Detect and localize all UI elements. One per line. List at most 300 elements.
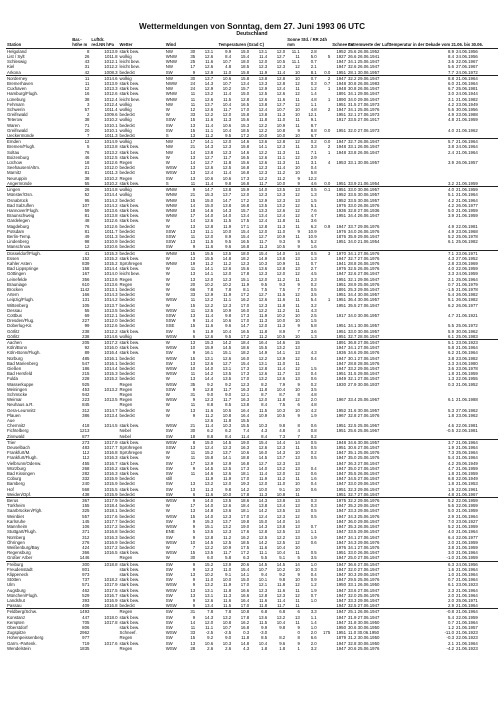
extreme-max-cell: 30.1 27.06.1947 — [348, 355, 380, 361]
night-5cm-cell: 9.3 — [279, 281, 286, 287]
rain-cell: 2.1 — [310, 64, 317, 70]
weather-cell: bedeckt — [119, 524, 135, 530]
sun-cell: 13 — [295, 534, 300, 540]
wind-dir-cell: WNW — [165, 96, 178, 102]
air-temp-cell: 15.2 — [204, 450, 214, 456]
extreme-year-cell: 1951 — [336, 550, 346, 556]
night-5cm-cell: 12.8 — [276, 81, 286, 87]
dewpoint-cell: 10.9 — [222, 307, 232, 313]
height-cell: 806 — [82, 624, 90, 630]
header-snow: Schnee cm — [332, 41, 355, 47]
wind-dir-cell: SW — [165, 428, 173, 434]
rain-cell: 4.8 — [310, 402, 317, 408]
air-temp-cell: 12.0 — [204, 233, 214, 239]
extreme-min-date-cell: 25.06.1982 — [456, 239, 478, 245]
max-prev-cell: 17.8 — [240, 614, 250, 620]
extreme-year-cell: 1951 — [336, 101, 346, 107]
height-cell: 43 — [84, 59, 90, 65]
night-5cm-cell: 10.0 — [276, 180, 286, 186]
height-cell: 453 — [82, 386, 90, 392]
dewpoint-cell: 13.1 — [222, 366, 232, 371]
max-prev-cell: 17.0 — [240, 376, 250, 382]
extreme-max-cell: 35.1 25.06.1976 — [348, 450, 380, 456]
dewpoint-cell: 9.0 — [225, 392, 232, 398]
wind-speed-cell: 13 — [190, 175, 196, 181]
extreme-min-cell: 4.8 — [448, 117, 455, 123]
pressure-cell: 1013.8 — [104, 213, 118, 219]
max-prev-cell: 18.8 — [240, 455, 250, 461]
rain-cell: 0.4 — [310, 465, 317, 471]
extreme-max-cell: 34.1 25.06.1947 — [348, 59, 380, 65]
min-2m-cell: 8.4 — [261, 402, 268, 408]
dewpoint-cell: 11.7 — [223, 107, 232, 113]
extreme-year-cell: 1951 — [336, 630, 346, 636]
wind-dir-cell: still — [165, 476, 172, 482]
min-2m-cell: 11.2 — [259, 333, 268, 339]
dewpoint-cell: 5.8 — [225, 555, 232, 561]
sun-cell: 11 — [295, 276, 300, 282]
height-cell: 228 — [82, 376, 90, 382]
wind-dir-cell: W — [165, 376, 170, 382]
rain-cell: 1.9 — [310, 412, 317, 418]
max-prev-cell: 8.1 — [243, 286, 250, 292]
snow-cell: 2 — [327, 107, 331, 113]
night-5cm-cell: 11.2 — [277, 170, 286, 176]
wind-dir-cell: WSW — [165, 355, 177, 361]
height-cell: 89 — [84, 350, 90, 356]
height-cell: 38 — [84, 117, 90, 123]
extreme-min-cell: 7.7 — [448, 69, 455, 75]
night-5cm-cell: 12.3 — [276, 445, 286, 451]
extreme-max-cell: 29.5 25.06.1976 — [348, 577, 380, 583]
pressure-cell: 1010.2 — [104, 175, 118, 181]
sun-cell: 9 — [297, 127, 300, 133]
rain-cell: 0.7 — [310, 260, 317, 266]
max-prev-cell: 19.8 — [240, 518, 250, 524]
max-prev-cell: 17.2 — [240, 133, 250, 139]
pressure-cell: 1018.0 — [104, 614, 118, 620]
wind-dir-cell: W — [165, 266, 170, 272]
max-prev-cell: 16.6 — [240, 592, 250, 598]
extreme-year-cell: 1947 — [336, 597, 346, 603]
min-2m-cell: 15.4 — [250, 439, 268, 445]
max-prev-cell: 17.0 — [240, 513, 250, 519]
extreme-min-date-cell: 21.06.1964 — [456, 149, 478, 155]
min-2m-cell: 12.0 — [258, 397, 268, 403]
rain-cell: 2.3 — [310, 276, 317, 282]
min-2m-cell: 12.0 — [258, 228, 268, 234]
weather-cell: bedeckt — [119, 312, 135, 318]
height-cell: 107 — [82, 202, 90, 208]
night-5cm-cell: 8.9 — [279, 328, 286, 334]
max-prev-cell: 15.9 — [232, 187, 250, 193]
extreme-max-cell: 35.2 29.06.1947 — [348, 503, 380, 509]
extreme-max-cell: 35.0 25.06.1976 — [348, 455, 380, 461]
height-cell: 332 — [82, 476, 90, 482]
extreme-max-cell: 32.8 30.06.1950 — [348, 640, 380, 646]
dewpoint-cell: 13.8 — [222, 202, 232, 208]
weather-cell: bedeckt — [119, 286, 135, 292]
height-cell: 238 — [82, 333, 90, 339]
extreme-max-cell: 28.8 28.06.1976 — [348, 360, 380, 366]
night-5cm-cell: 10.2 — [276, 566, 286, 572]
pressure-cell: 1015.2 — [104, 376, 118, 382]
weather-cell: bedeckt — [119, 481, 135, 487]
wind-speed-cell: 13 — [190, 360, 196, 366]
station-cell: Bad Marienberg — [7, 360, 38, 366]
height-cell: 2962 — [79, 630, 90, 636]
weather-cell: bedeckt — [119, 122, 135, 128]
max-prev-cell: 20.6 — [232, 561, 250, 567]
night-5cm-cell: 9.3 — [279, 239, 286, 245]
night-5cm-cell: 7.5 — [279, 286, 286, 292]
rain-cell: 0.2 — [301, 139, 318, 145]
sun-cell: 13 — [295, 371, 300, 377]
sun-cell: 6 — [286, 609, 301, 615]
max-prev-cell: 15.8 — [232, 75, 250, 81]
wind-speed-cell: 9 — [184, 498, 196, 504]
sun-cell: 9 — [297, 640, 300, 646]
weather-cell: Sprühregen — [119, 260, 143, 266]
night-5cm-cell: 11.1 — [277, 154, 286, 160]
air-temp-cell: 11.9 — [205, 476, 214, 482]
rain-cell: 4.8 — [310, 107, 317, 113]
dewpoint-cell: 12.7 — [222, 360, 232, 366]
max-prev-cell: 14.2 — [240, 486, 250, 492]
sun-cell: 11 — [295, 223, 300, 229]
rain-cell: 3.5 — [310, 386, 317, 392]
extreme-min-date-cell: 21.06.1952 — [456, 381, 478, 387]
extreme-min-cell: 4.2 — [448, 202, 455, 208]
extreme-min-cell: -0.8 — [437, 609, 455, 615]
height-cell: 312 — [82, 534, 90, 540]
station-cell: Essen — [7, 255, 20, 261]
extreme-min-cell: 4.9 — [448, 228, 455, 234]
extreme-min-cell: 5.4 — [448, 292, 455, 298]
extreme-min-date-cell: 22.06.1961 — [456, 486, 478, 492]
night-5cm-cell: 11.3 — [277, 149, 286, 155]
extreme-min-cell: 1.8 — [448, 371, 455, 377]
extreme-max-cell: 33.9 21.06.1954 — [348, 180, 380, 186]
pressure-cell: 1016.4 — [104, 350, 118, 356]
night-5cm-cell: 4.8 — [279, 428, 286, 434]
wind-dir-cell: SW — [165, 328, 173, 334]
extreme-max-cell: 30.6 27.06.1947 — [348, 445, 380, 451]
min-2m-cell: 12.6 — [258, 445, 268, 451]
night-5cm-cell: 10.4 — [276, 386, 286, 392]
night-5cm-cell: 12.4 — [276, 86, 286, 92]
wind-dir-cell: W — [165, 555, 170, 561]
min-2m-cell: 11.9 — [259, 476, 268, 482]
height-cell: 42 — [84, 69, 90, 75]
station-cell: Freiburg — [6, 561, 71, 567]
extreme-min-date-cell: 21.06.1962 — [456, 127, 478, 133]
min-2m-cell: 12.2 — [258, 122, 268, 128]
station-cell: Gardelegen — [7, 218, 30, 224]
sun-cell: 9 — [297, 381, 300, 387]
air-temp-cell: 11.4 — [205, 318, 214, 324]
extreme-year-cell: 1947 — [336, 465, 346, 471]
extreme-min-date-cell: 25.06.1949 — [456, 460, 478, 466]
sun-cell: 11 — [295, 302, 300, 308]
extreme-max-cell: 35.5 27.06.1947 — [348, 302, 380, 308]
station-cell: Brauniage — [7, 281, 27, 287]
wind-dir-cell: WSW — [165, 550, 177, 556]
max-prev-cell: 17.5 — [240, 218, 250, 224]
air-temp-cell: 14.1 — [196, 139, 214, 145]
sun-cell: 12 — [295, 207, 300, 213]
min-2m-cell: 12.3 — [258, 165, 268, 171]
rain-cell: 3.2 — [310, 645, 317, 651]
wind-dir-cell: S — [165, 133, 169, 139]
station-cell: Aue — [7, 418, 15, 424]
night-5cm-cell: 10.9 — [276, 233, 286, 239]
extreme-min-date-cell: 23.06.1923 — [456, 582, 478, 588]
min-2m-cell: 11.8 — [259, 117, 268, 123]
wind-speed-cell: 8 — [184, 439, 196, 445]
pressure-cell: 1017.6 — [104, 513, 118, 519]
night-5cm-cell: 7.5 — [279, 402, 286, 408]
night-5cm-cell: 12.5 — [276, 539, 286, 545]
extreme-min-cell: 3.9 — [448, 213, 455, 219]
wind-dir-cell: WNW — [165, 213, 178, 219]
height-cell: 81 — [84, 213, 90, 219]
extreme-min-cell: 4.3 — [448, 255, 455, 261]
rain-cell: 0.9 — [310, 577, 317, 583]
min-2m-cell: 8.7 — [261, 392, 268, 398]
air-temp-cell: 12.6 — [204, 597, 214, 603]
rain-cell: 3.3 — [310, 144, 317, 150]
air-temp-cell: 12.6 — [204, 107, 214, 113]
wind-speed-cell: 9 — [192, 518, 196, 524]
rain-cell: 4.3 — [310, 350, 317, 356]
max-prev-cell: 12.3 — [240, 381, 250, 387]
extreme-min-date-cell: 21.06.1959 — [456, 213, 478, 219]
max-prev-cell: 10.6 — [240, 450, 250, 456]
max-prev-cell: 17.8 — [240, 271, 250, 277]
sun-cell: 15 — [286, 339, 301, 345]
height-cell: 12 — [84, 244, 90, 250]
max-prev-cell: 15.8 — [240, 112, 250, 118]
extreme-min-cell: 5.1 — [448, 297, 455, 303]
extreme-year-cell: 1951 — [336, 302, 346, 308]
extreme-min-cell: 3.6 — [448, 366, 455, 371]
station-cell: Frankfurt/Flugh. — [7, 455, 38, 461]
header-sun-rain: Sonne Std. / RR 24h mm — [287, 37, 328, 47]
pressure-cell: 1012.5 — [104, 154, 118, 160]
extreme-max-cell: 34.0 30.06.1957 — [348, 312, 380, 318]
extreme-min-date-cell: 23.06.1927 — [456, 518, 478, 524]
extreme-max-cell: 27.9 30.06.1937 — [348, 381, 380, 387]
dewpoint-cell: 10.2 — [222, 281, 232, 287]
max-prev-cell: 18.0 — [232, 250, 250, 256]
pressure-cell: 1015.5 — [104, 486, 118, 492]
weather-cell: stark bew. — [119, 561, 165, 567]
station-cell: Lindenberg — [7, 239, 29, 245]
extreme-year-cell: 1917 — [336, 117, 346, 123]
station-cell: Cottbus — [7, 312, 22, 318]
air-temp-cell: 11.6 — [205, 117, 214, 123]
pressure-cell: 1014.6 — [90, 75, 118, 81]
sun-cell: 12 — [295, 355, 300, 361]
sun-cell: 12 — [295, 471, 300, 477]
air-temp-cell: 12.6 — [204, 54, 214, 60]
wind-speed-cell: 15 — [184, 250, 196, 256]
air-temp-cell: 12.8 — [204, 534, 214, 540]
extreme-min-cell: 4.2 — [448, 197, 455, 203]
extreme-max-cell: 32.5 26.06.1976 — [348, 266, 380, 272]
extreme-min-cell: 4.0 — [448, 266, 455, 272]
station-cell: Öhringen — [7, 539, 25, 545]
dewpoint-cell: 7.8 — [214, 609, 232, 615]
air-temp-cell: 12.9 — [204, 460, 214, 466]
sun-cell: 13 — [295, 266, 300, 272]
extreme-max-cell: 32.7 27.06.1947 — [348, 491, 380, 497]
dewpoint-cell: 6.2 — [225, 428, 232, 434]
weather-cell: bedeckt — [119, 69, 135, 75]
min-2m-cell: 13.3 — [258, 81, 268, 87]
weather-cell: stark bew. — [119, 149, 140, 155]
dewpoint-cell: 11.9 — [223, 292, 232, 298]
max-prev-cell: 17.0 — [240, 302, 250, 308]
wind-speed-cell: 14 — [190, 218, 196, 224]
extreme-year-cell: 1976 — [336, 202, 346, 208]
night-5cm-cell: 11.3 — [277, 112, 286, 118]
wind-dir-cell: SW — [165, 244, 173, 250]
dewpoint-cell: 13.5 — [214, 250, 232, 256]
snow-cell: 1 — [327, 297, 331, 303]
height-cell: 95 — [84, 197, 90, 203]
station-cell: Soltau — [7, 149, 20, 155]
extreme-year-cell: 1947 — [336, 529, 346, 535]
extreme-max-cell: 34.6 30.06.1957 — [347, 439, 437, 445]
air-temp-cell: 14.0 — [204, 366, 214, 371]
station-cell: Braunschweig — [7, 213, 35, 219]
wind-speed-cell: 25 — [190, 59, 196, 65]
wind-speed-cell: 21 — [190, 144, 196, 150]
rain-cell: 1.0 — [310, 597, 317, 603]
wind-speed-cell: 31 — [190, 392, 196, 398]
weather-cell: stark bew. — [119, 207, 140, 213]
wind-dir-cell: SW — [165, 350, 173, 356]
sun-cell: 11 — [295, 297, 300, 303]
height-cell: 7 — [86, 133, 90, 139]
dewpoint-cell: 12.3 — [222, 149, 232, 155]
extreme-year-cell: 1947 — [336, 471, 346, 477]
rain-cell: 1.3 — [310, 192, 317, 198]
wind-dir-cell: WSW — [165, 645, 177, 651]
max-prev-cell: 18.5 — [240, 64, 250, 70]
height-cell: 21 — [84, 165, 90, 171]
air-temp-cell: 14.2 — [204, 371, 214, 377]
extreme-max-cell: 34.3 25.06.1976 — [348, 513, 380, 519]
pressure-cell: 1016.1 — [104, 355, 118, 361]
height-cell: 52 — [84, 192, 90, 198]
extreme-year-cell: 1951 — [336, 491, 346, 497]
pressure-cell: 1016.2 — [104, 465, 118, 471]
height-cell: 57 — [84, 107, 90, 113]
min-2m-cell: -3.0 — [259, 630, 268, 636]
min-2m-cell: 10.4 — [258, 640, 268, 646]
sun-cell: 14 — [295, 518, 300, 524]
station-cell: Fehmarn — [7, 101, 25, 107]
extreme-min-date-cell: 21.06.1959 — [456, 508, 478, 514]
pressure-cell: 1015.3 — [104, 371, 118, 377]
pressure-cell: 1016.8 — [104, 603, 118, 609]
rain-cell: 1.5 — [310, 366, 317, 371]
extreme-max-cell: 32.8 27.06.1936 — [348, 207, 380, 213]
wind-dir-cell: SW — [165, 175, 173, 181]
height-cell: 1142 — [80, 286, 90, 292]
sun-cell: 11 — [295, 218, 300, 224]
sun-cell: 12 — [295, 64, 300, 70]
snow-cell: 0.0 — [324, 69, 331, 75]
rain-cell: 0.4 — [310, 371, 317, 377]
wind-speed-cell: 13 — [190, 481, 196, 487]
extreme-min-cell: 1.8 — [448, 481, 455, 487]
weather-cell: bedeckt — [119, 228, 135, 234]
height-cell: 925 — [82, 381, 90, 387]
max-prev-cell: 13.4 — [240, 213, 250, 219]
pressure-cell: 1016.1 — [104, 360, 118, 366]
air-temp-cell: 15.1 — [204, 524, 214, 530]
air-temp-cell: 11.4 — [205, 180, 214, 186]
max-prev-cell: 15.4 — [240, 360, 250, 366]
extreme-max-cell: 32.5 25.06.1967 — [348, 423, 380, 429]
dewpoint-cell: -2.5 — [223, 630, 232, 636]
max-prev-cell: 16.2 — [240, 297, 250, 303]
dewpoint-cell: 11.2 — [223, 260, 232, 266]
wind-speed-cell: 13 — [190, 445, 196, 451]
rain-cell: 1.2 — [310, 86, 317, 92]
night-5cm-cell: 5.1 — [279, 555, 286, 561]
weather-cell: bedeckt — [119, 307, 135, 313]
wind-speed-cell: 15 — [190, 355, 196, 361]
height-cell: 877 — [82, 433, 90, 439]
rain-cell: 0.5 — [310, 445, 317, 451]
dewpoint-cell: 12.6 — [222, 266, 232, 272]
extreme-max-cell: 34.1 30.06.1957 — [348, 323, 380, 329]
max-prev-cell: 18.2 — [240, 255, 250, 261]
wind-dir-cell: WNW — [165, 197, 178, 203]
station-cell: Konstanz — [7, 614, 26, 620]
rain-cell: 2.9 — [310, 154, 317, 160]
header-weather: Wetter — [119, 41, 133, 47]
station-cell: Türkheim — [7, 503, 26, 509]
weather-cell: stark bew. — [119, 255, 140, 261]
extreme-min-date-cell: 21.06.1959 — [456, 117, 478, 123]
dewpoint-cell: 11.9 — [223, 476, 232, 482]
rain-cell: 4.3 — [310, 307, 317, 313]
pressure-cell: 1012.6 — [104, 91, 118, 97]
height-cell: 112 — [82, 450, 90, 456]
wind-dir-cell: SW — [165, 640, 173, 646]
extreme-year-cell: 1891 — [336, 91, 346, 97]
weather-cell: bedeckt — [119, 360, 135, 366]
extreme-year-cell: 1947 — [336, 645, 346, 651]
station-cell: Klippeneck — [7, 571, 29, 577]
weather-cell: Nebel — [119, 433, 131, 439]
sun-cell: 12 — [295, 192, 300, 198]
sun-cell: 13 — [295, 350, 300, 356]
station-cell: Frankfurt/M. — [7, 450, 31, 456]
dewpoint-cell: 14.5 — [222, 345, 232, 351]
air-temp-cell: 11.6 — [205, 323, 214, 329]
max-prev-cell: 16.8 — [240, 460, 250, 466]
extreme-year-cell: 1952 — [336, 197, 346, 203]
extreme-min-date-cell: 25.06.1964 — [456, 276, 478, 282]
max-prev-cell: 17.1 — [240, 223, 250, 229]
